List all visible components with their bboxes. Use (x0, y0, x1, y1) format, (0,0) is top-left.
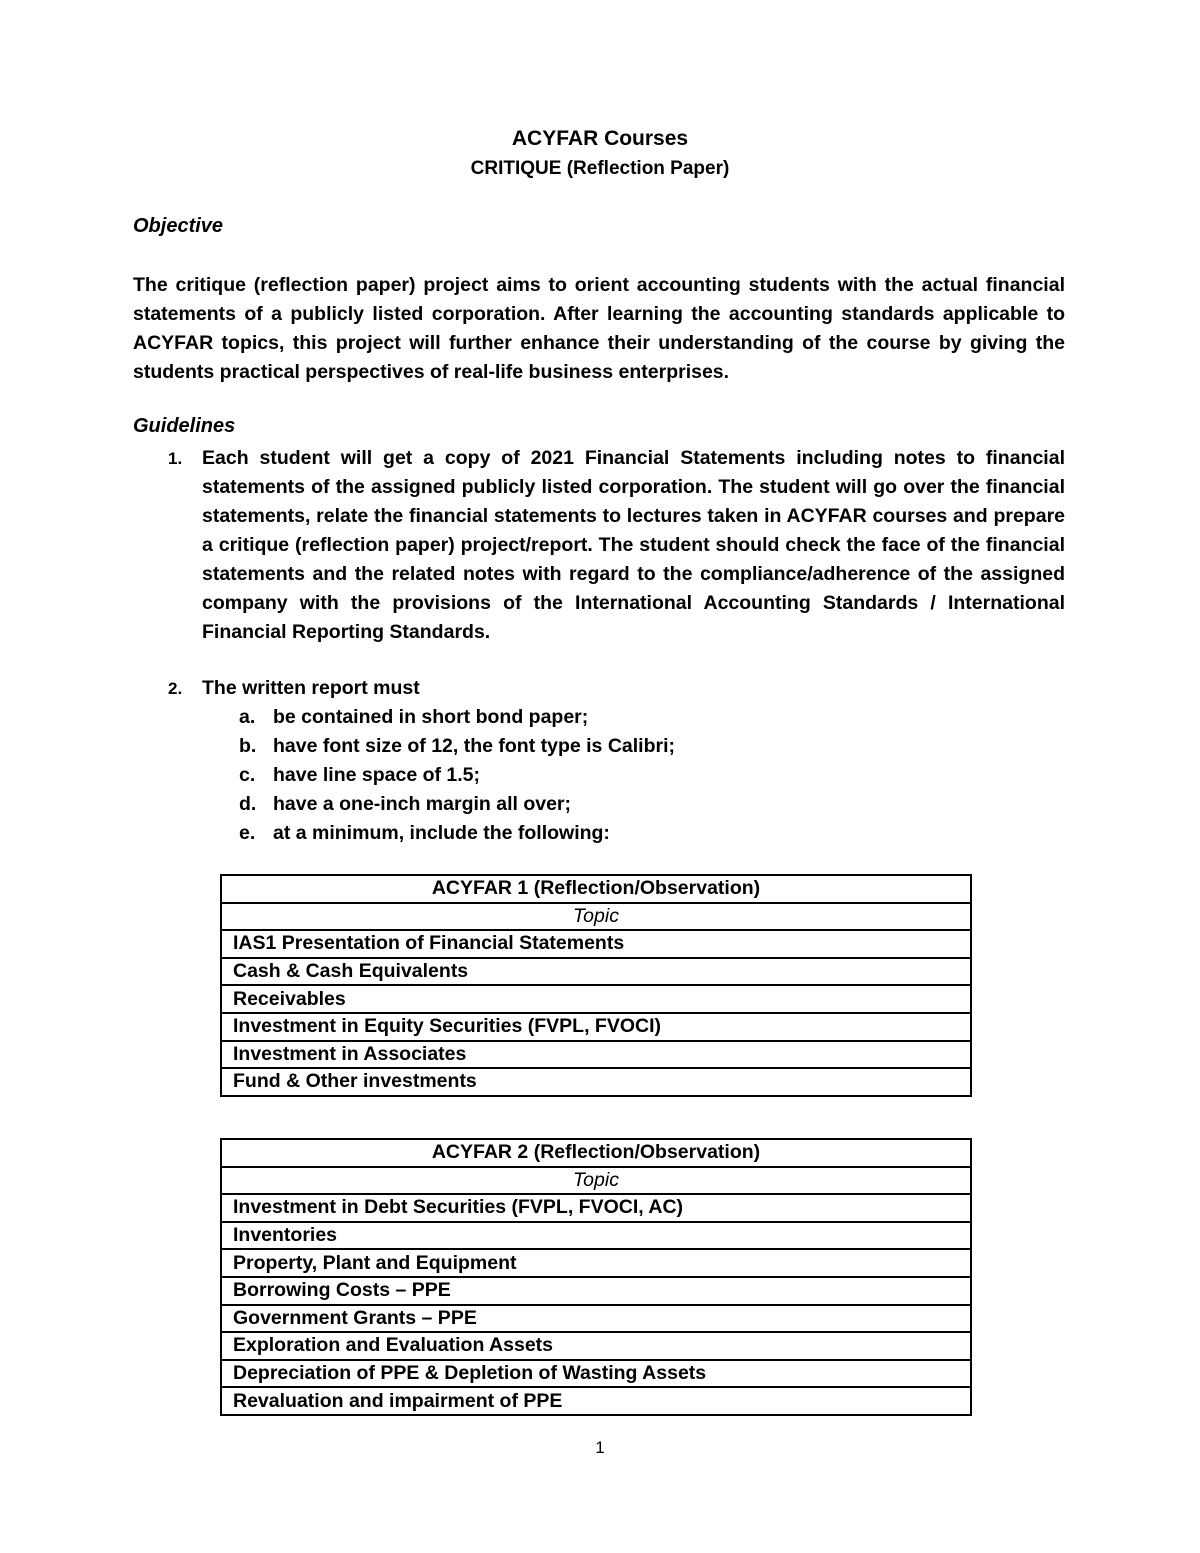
table-row: Inventories (221, 1222, 971, 1250)
table-row: Investment in Debt Securities (FVPL, FVOCI, AC) (221, 1194, 971, 1222)
table-row: Depreciation of PPE & Depletion of Wasting Assets (221, 1360, 971, 1388)
guideline-number: 2. (168, 679, 183, 698)
guideline-item-1 (133, 444, 1065, 647)
acyfar1-topics-table (220, 874, 972, 1097)
document-title: ACYFAR Courses (511, 127, 689, 150)
table-header: ACYFAR 2 (Reflection/Observation) (221, 1139, 971, 1167)
table-row: Borrowing Costs – PPE (221, 1277, 971, 1305)
acyfar2-topics-table (220, 1138, 972, 1416)
table-row: Receivables (221, 985, 971, 1013)
list-item: d. have a one-inch margin all over; (239, 793, 572, 815)
table-subheader: Topic (221, 903, 971, 931)
table-subheader: Topic (221, 1167, 971, 1195)
table-row: Revaluation and impairment of PPE (221, 1387, 971, 1415)
guidelines-heading: Guidelines (133, 415, 236, 437)
guideline-text: The written report must (202, 677, 420, 699)
table-row: Fund & Other investments (221, 1068, 971, 1096)
objective-heading: Objective (133, 215, 224, 237)
table-row: Investment in Associates (221, 1041, 971, 1069)
table-row: IAS1 Presentation of Financial Statements (221, 930, 971, 958)
table-header: ACYFAR 1 (Reflection/Observation) (221, 875, 971, 903)
emphasis-text: 2021 Financial Statements (530, 447, 786, 469)
guideline-number: 1. (168, 449, 183, 468)
objective-paragraph: The critique (reflection paper) project aims to orient accounting students with the actual financial statements of a publicly listed corporation. After learning the accounting standards applicable to ACYFAR topics, this project will further enhance their understanding of the course by giving the students practical perspectives of real-life business enterprises. (133, 274, 1065, 383)
table-row: Cash & Cash Equivalents (221, 958, 971, 986)
list-item: a. be contained in short bond paper; (239, 706, 589, 728)
guideline-item-2 (133, 674, 1065, 703)
table-row: Exploration and Evaluation Assets (221, 1332, 971, 1360)
table-row: Property, Plant and Equipment (221, 1249, 971, 1277)
guideline-text: Each student will get a copy of 2021 Financial Statements including notes to financial statements of the assigned publicly listed corporation. The student will go over the financial statements, relate the financial statements to lectures taken in ACYFAR courses and prepare a critique (reflection paper) project/report. The student should check the face of the financial statements and the related notes with regard to the compliance/adherence of the assigned company with the provisions of the International Accounting Standards / International Financial Reporting Standards. (202, 447, 1065, 643)
requirements-list (239, 703, 1039, 848)
list-item: e. at a minimum, include the following: (239, 822, 610, 844)
document-subtitle: CRITIQUE (Reflection Paper) (470, 158, 730, 179)
table-row: Government Grants – PPE (221, 1305, 971, 1333)
table-row: Investment in Equity Securities (FVPL, FVOCI) (221, 1013, 971, 1041)
list-item: c. have line space of 1.5; (239, 764, 481, 786)
list-item: b. have font size of 12, the font type is Calibri; (239, 735, 676, 757)
page-number: 1 (595, 1438, 605, 1457)
